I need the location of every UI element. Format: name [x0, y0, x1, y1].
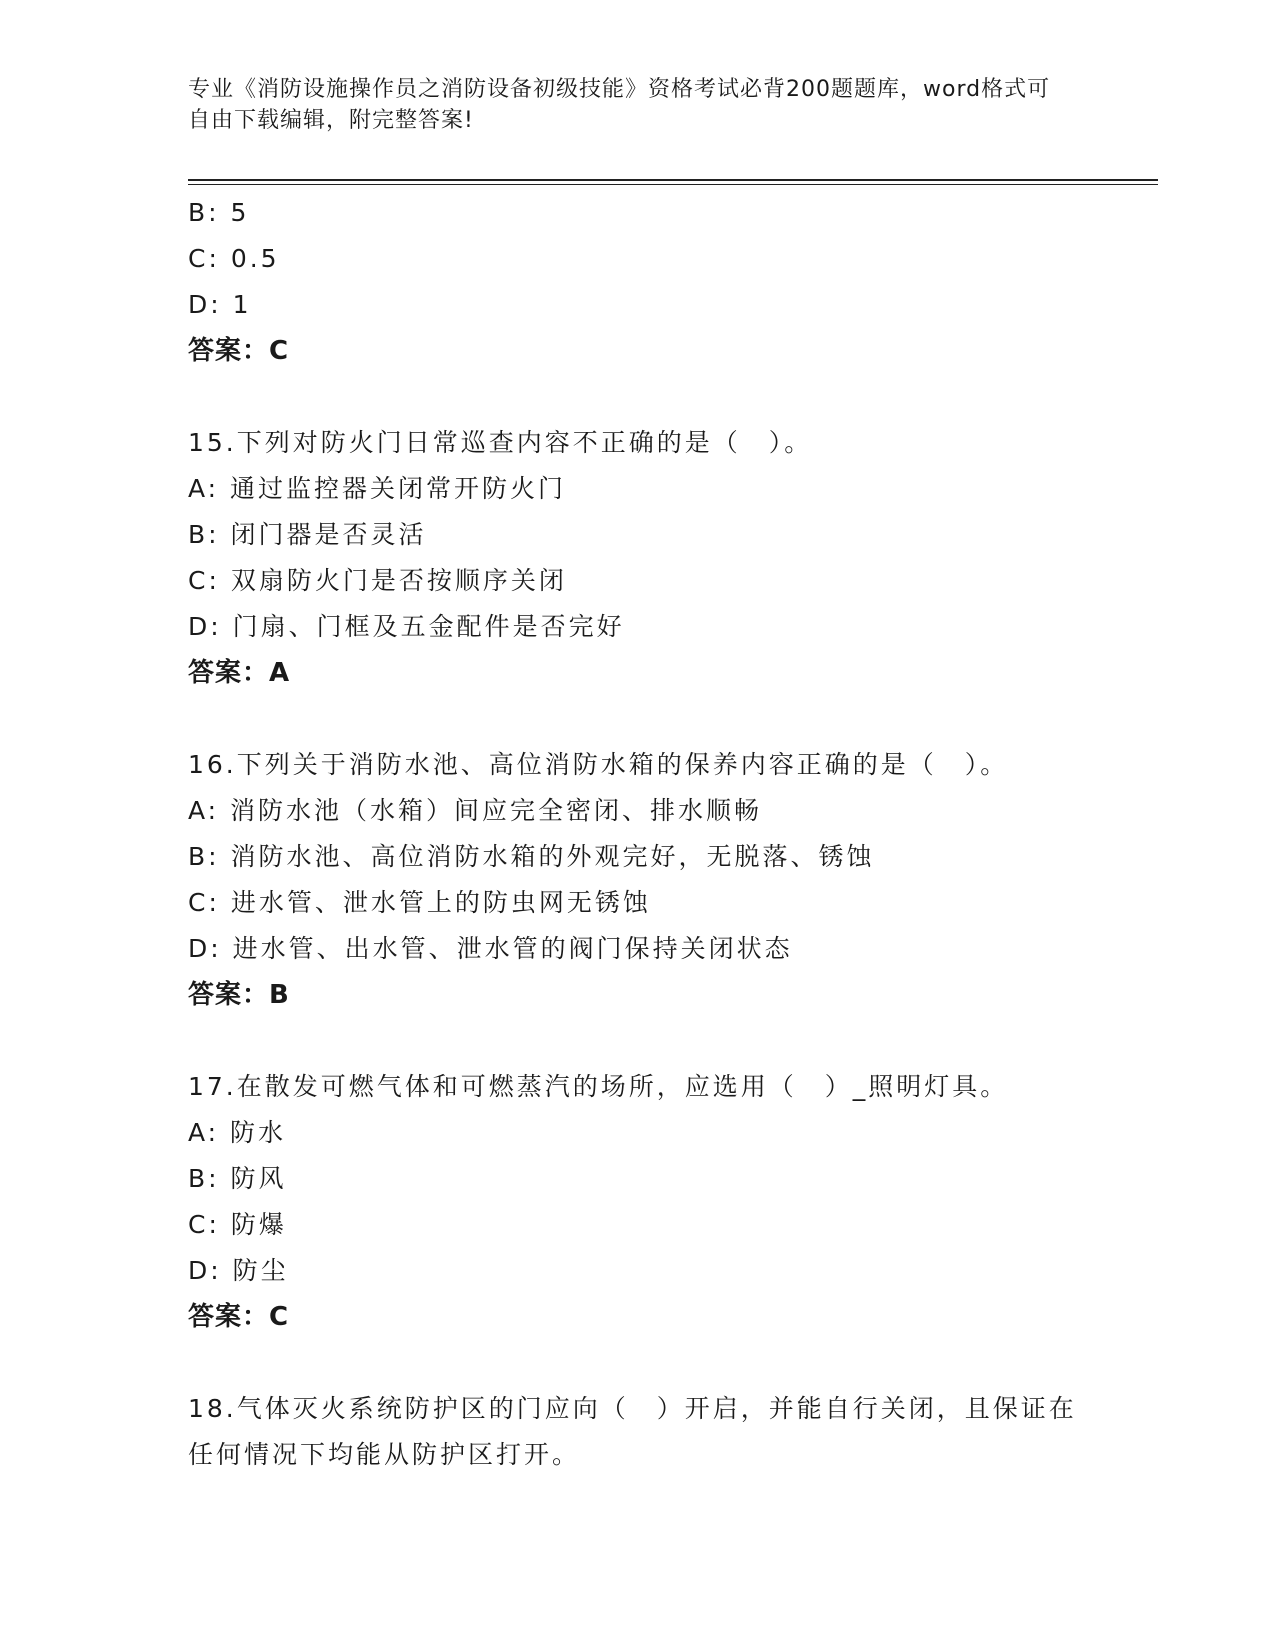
option-c: C: 0.5: [188, 244, 280, 273]
option-d: D: 防尘: [188, 1256, 289, 1285]
question-text: 17.在散发可燃气体和可燃蒸汽的场所，应选用（ ）_照明灯具。: [188, 1072, 1009, 1101]
spacer: [188, 696, 1088, 742]
answer-line: 答案：C: [188, 336, 290, 366]
option-c: C: 双扇防火门是否按顺序关闭: [188, 566, 567, 595]
spacer: [188, 374, 1088, 420]
option-b: B: 闭门器是否灵活: [188, 520, 427, 549]
option-a: A: 防水: [188, 1118, 287, 1147]
option-d: D: 进水管、出水管、泄水管的阀门保持关闭状态: [188, 934, 793, 963]
header-divider-thin: [188, 184, 1158, 185]
prev-question-block: [188, 190, 1088, 374]
document-header: 专业《消防设施操作员之消防设备初级技能》资格考试必背200题题库，word格式可自由下载编辑，附完整答案!: [188, 77, 1051, 133]
question-block-17: [188, 1064, 1088, 1340]
option-b: B: 消防水池、高位消防水箱的外观完好，无脱落、锈蚀: [188, 842, 875, 871]
header-divider-thick: [188, 179, 1158, 181]
option-a: A: 消防水池（水箱）间应完全密闭、排水顺畅: [188, 796, 763, 825]
question-block-16: [188, 742, 1088, 1018]
option-c: C: 进水管、泄水管上的防虫网无锈蚀: [188, 888, 651, 917]
option-b: B: 防风: [188, 1164, 287, 1193]
question-list: [188, 190, 1088, 1478]
answer-line: 答案：C: [188, 1302, 290, 1332]
answer-line: 答案：B: [188, 980, 290, 1010]
question-text: 16.下列关于消防水池、高位消防水箱的保养内容正确的是（ ）。: [188, 750, 1009, 779]
option-d: D: 门扇、门框及五金配件是否完好: [188, 612, 625, 641]
spacer: [188, 1340, 1088, 1386]
question-text: 18.气体灭火系统防护区的门应向（ ）开启，并能自行关闭，且保证在任何情况下均能从防护区打开。: [188, 1394, 1077, 1469]
question-block-18: [188, 1386, 1088, 1478]
question-block-15: [188, 420, 1088, 696]
answer-line: 答案：A: [188, 658, 291, 688]
option-b: B: 5: [188, 198, 250, 227]
spacer: [188, 1018, 1088, 1064]
option-c: C: 防爆: [188, 1210, 287, 1239]
option-a: A: 通过监控器关闭常开防火门: [188, 474, 567, 503]
option-d: D: 1: [188, 290, 252, 319]
question-text: 15.下列对防火门日常巡查内容不正确的是（ ）。: [188, 428, 813, 457]
